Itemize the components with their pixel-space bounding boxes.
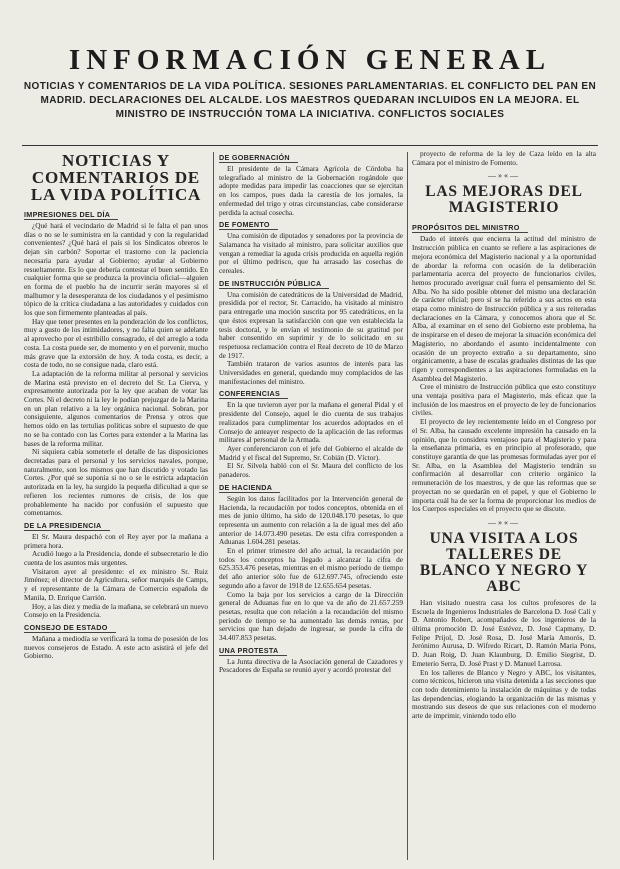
section-heading: PROPÓSITOS DEL MINISTRO [412, 223, 528, 233]
section-heading: DE INSTRUCCIÓN PÚBLICA [219, 279, 329, 289]
paragraph: El Sr. Maura despachó con el Rey ayer por la mañana a primera hora. [24, 531, 208, 550]
paragraph: proyecto de reforma de la ley de Caza leído en la alta Cámara por el ministro de Fomento. [412, 150, 596, 167]
paragraph: En el primer trimestre del año actual, la recaudación por todos los conceptos ha llegado a alcanzar la cifra de 625.353.476 pesetas, mientras en el mismo período de tiempo del año anterior sólo fue de 612.697.745, ofreciendo este segundo año a favor de 1918 de 12.655.654 pesetas. [219, 546, 403, 590]
column-2 [219, 150, 403, 862]
paragraph: Ni siquiera cabía someterle el detalle de las disposiciones decretadas para el personal y los servicios navales, porque, naturalmente, son los mismos que han discutido y votado las Cortes. ¿Por qué se suponía si no o se le estricta adaptación autorizada en la ley, ha surgido la pequeña dificultad a que se refieren los recientes rumores de crisis, de los que probablemente ha nacido por confusión el supuesto que comentamos. [24, 447, 208, 518]
column-divider [407, 152, 408, 860]
paragraph: Una comisión de catedráticos de la Universidad de Madrid, presidida por el rector, Sr. Carracido, ha visitado al ministro para entregarle una moción suscrita por 95 catedráticos, en la que éstos expresan la satisfacción con que ven establecida la tesis doctoral, y le envían el testimonio de su gratitud por haber consentido en suprimir y de lo solicitado en su respetuosa reclamación contra el Real decreto de 10 de Marzo de 1917. [219, 289, 403, 360]
paragraph: ¿Qué hará el vecindario de Madrid si le falta el pan unos días o no se le suministra en la cantidad y con la regularidad convenientes? ¿Qué hará el país si los Sindicatos obreros le dejan sin carbón? Soportar el trastorno con la paciencia necesaria para ayudar al Gobierno; ayudar al Gobierno resueltamente. Es lo que debería contestar el buen sentido. En cualquier forma que se produzca la provincia oficial—alguien en forma de el pueblo ha de incurrir serán mayores si el malhumor y la desesperanza de los ciudadanos y el pesimismo tópico de la crítica ciudadana a las autoridades y cuidados con los que son firmemente planteadas al país. [24, 221, 208, 318]
column-3 [412, 150, 596, 862]
masthead: INFORMACIÓN GENERAL [68, 44, 552, 76]
paragraph: Visitaron ayer al presidente: el ex ministro Sr. Ruiz Jiménez; el director de Agricultura, señor marqués de Camps, y el representante de la Cámara de Comercio española de Manila, D. Enrique Carrión. [24, 566, 208, 602]
headline-visita: UNA VISITA A LOS TALLERES DE BLANCO Y NEGRO Y ABC [419, 529, 589, 595]
paragraph: Hay que tener presentes en la ponderación de los conflictos, muy a gusto de los intimidadores, y no falta quien se adelante al aprovecho por el estribillo consagrado, el del arreglo a toda costa. La costa puede ser, de momento y en el porvenir, mucho más grave que la extorsión de hoy. A toda costa, es decir, a costa de todo, no se consigue nada, claro está. [24, 316, 208, 370]
paragraph: Acudió luego a la Presidencia, donde el subsecretario le dio cuenta de los asuntos más urgentes. [24, 549, 208, 568]
column-divider [213, 152, 214, 860]
paragraph: En la que tuvieron ayer por la mañana el general Pidal y el presidente del Consejo, aquel le dio cuenta de sus trabajos realizados para cumplimentar los acuerdos adoptados en el Consejo de anteayer respecto de la aplicación de las reformas militares al personal de la Armada. [219, 400, 403, 445]
paragraph: Según los datos facilitados por la Intervención general de Hacienda, la recaudación por todos conceptos, obtenida en el mes de junio último, ha sido de 120.048.170 pesetas, lo que representa un aumento con relación a la de igual mes del año anterior de 14.073.490 pesetas. De esta cifra corresponden a Aduanas 1.604.281 pesetas. [219, 493, 403, 547]
paragraph: Cree el ministro de Instrucción pública que esto constituye una ventaja positiva para el Magisterio, más eficaz que la inclusión de los maestros en el proyecto de ley de funcionarios civiles. [412, 382, 596, 418]
paragraph: En los talleres de Blanco y Negro y ABC, los visitantes, como técnicos, hicieron una visita detenida a las secciones que con todo detenimiento la instalación de máquinas y de todas las dependencias, elogiando la organización de las mismas y mostrando sus deseos de que sus relaciones con el moderno arte de imprimir, viniendo todo ello [412, 667, 596, 721]
paragraph: También trataron de varios asuntos de interés para las Universidades en general, quedando muy complacidos de las manifestaciones del ministro. [219, 359, 403, 386]
headline-noticias: NOTICIAS Y COMENTARIOS DE LA VIDA POLÍTICA [30, 151, 202, 204]
paragraph: Dado el interés que encierra la actitud del ministro de Instrucción pública en cuanto se refiere a las aspiraciones de mejora económica del Magisterio nacional y a la oportunidad de abordar la reforma con ocasión de la deliberación parlamentaria acerca del proyecto de funcionarios civiles, hemos procurado averiguar cuál fuera el pensamiento del Sr. Alba. No ha sido posible obtener del mismo una declaración de carácter oficial; pero sí se ha referido a sus actos en esta etapa como ministro de Instrucción pública y a sus reiteradas declaraciones en la Cámara, y conocemos ahora que el Sr. Alba, al examinar en el seno del Gobierno este problema, ha de inspirarse en el deseo de mejorar la situación económica del Magisterio, no abordando el asunto incidentalmente con ocasión de un proyecto extraño a su departamento, sino orgánicamente, a base de escalas graduales distintas de las que rigen y correspondientes a las aspiraciones formuladas en la Asamblea del Magisterio. [412, 234, 596, 383]
section-heading: DE FOMENTO [219, 220, 278, 230]
paragraph: Una comisión de diputados y senadores por la provincia de Salamanca ha visitado al ministro, para solicitar auxilios que vengan a remediar la aguda crisis producida en aquella región por el último pedrisco, que ha arrasado las cosechas de cereales. [219, 231, 403, 276]
section-heading: DE HACIENDA [219, 483, 280, 493]
section-heading: UNA PROTESTA [219, 646, 287, 656]
paragraph: El Sr. Silvela habló con el Sr. Maura del conflicto de los panaderos. [219, 461, 403, 480]
section-heading: DE GOBERNACIÓN [219, 153, 298, 163]
column-1 [24, 150, 208, 862]
section-heading: CONSEJO DE ESTADO [24, 623, 116, 633]
subheading: NOTICIAS Y COMENTARIOS DE LA VIDA POLÍTICA. SESIONES PARLAMENTARIAS. EL CONFLICTO DEL PAN EN MADRID. DECLARACIONES DEL ALCALDE. LOS MAESTROS QUEDARAN INCLUIDOS EN LA MEJORA. EL MINISTRO DE INSTRUCCIÓN TOMA LA INICIATIVA. CONFLICTOS SOCIALES [23, 81, 597, 120]
header-rule [22, 145, 598, 146]
paragraph: El presidente de la Cámara Agrícola de Córdoba ha telegrafiado al ministro de la Gobernación rogándole que adopte medidas para impedir las coacciones que se ejercitan en los campos, pues dada la carestía de los jornales, la enfermedad del trigo y otras circunstancias, cabe considerarse perdida la actual cosecha. [219, 164, 403, 217]
ornament-divider: —»«— [488, 171, 520, 181]
section-heading: IMPRESIONES DEL DÍA [24, 210, 118, 220]
paragraph: Han visitado nuestra casa los cultos profesores de la Escuela de Ingenieros Industriales de Barcelona D. José Calí y D. Antonio Robert, acompañados de los ingenieros de la última promoción D. José Estévez, D. José Capmany, D. Felipe Prijol, D. José Rosa, D. José María Amorós, D. Jerónimo Aurusa, D. Wifredo Ricart, D. Ramón Maria Pons, D. Juan Roig, D. Juan Klaunburg, D. Emilio Siegrist, D. Emeterio Serra, D. José Prast y D. Manuel Larrosa. [412, 597, 596, 668]
headline-magisterio: LAS MEJORAS DEL MAGISTERIO [425, 183, 583, 217]
section-heading: DE LA PRESIDENCIA [24, 521, 110, 531]
paragraph: El proyecto de ley recientemente leído en el Congreso por el Sr. Alba, ha causado excelente impresión ha causado en la opinión, que lo considera ventajoso para el Magisterio y para la enseñanza primaria, es en principio al profesorado, que constituye garantía de que las promesas formuladas ayer por el Sr. Alba, en la Asamblea del Magisterio tendrán su confirmación al desarrollar con criterio orgánico la remuneración de los maestros, y de que las reformas que se proyectan no se quedarán en el papel, y que el Gobierno le importa cuál ha de ser la forma de proporcionar los medios de los Cuerpos especiales en el proyecto que se discute. [412, 417, 596, 514]
section-heading: CONFERENCIAS [219, 389, 288, 399]
paragraph: Como la baja por los servicios a cargo de la Dirección general de Aduanas fue en lo que va de año de 21.657.259 pesetas, resulta que con relación a la recaudación del mismo período de tiempo se ha aumentado las demás rentas, por servicios que han dejado de ingresar, se puede la cifra de 34.407.853 pesetas. [219, 589, 403, 643]
paragraph: La Junta directiva de la Asociación general de Cazadores y Pescadores de España se reunió ayer y acordó protestar del [219, 656, 403, 675]
paragraph: La adaptación de la reforma militar al personal y servicios de Marina está previsto en el decreto del Sr. La Cierva, y expresamente autorizada por la ley que acaban de votar las Cortes. Ni el decreto ni la ley le podían prejuzgar de la Marina en un plan relativo a la ley orgánica nacional. Sobran, por consiguiente, algunos comentarios de Prensa y otros que hemos oído en las tertulias políticas sobre el supuesto de que no se ha contado con las Cortes para extender a la Marina las bases de la reforma militar. [24, 368, 208, 448]
ornament-divider: —»«— [488, 517, 520, 527]
paragraph: Mañana a mediodía se verificará la toma de posesión de los nuevos consejeros de Estado. A este acto asistirá el jefe del Gobierno. [24, 633, 208, 661]
paragraph: Ayer conferenciaron con el jefe del Gobierno el alcalde de Madrid y el fiscal del Supremo, Sr. Cobián (D. Víctor). [219, 443, 403, 462]
paragraph: Hoy, a las diez y media de la mañana, se celebrará un nuevo Consejo en la Presidencia. [24, 601, 208, 620]
